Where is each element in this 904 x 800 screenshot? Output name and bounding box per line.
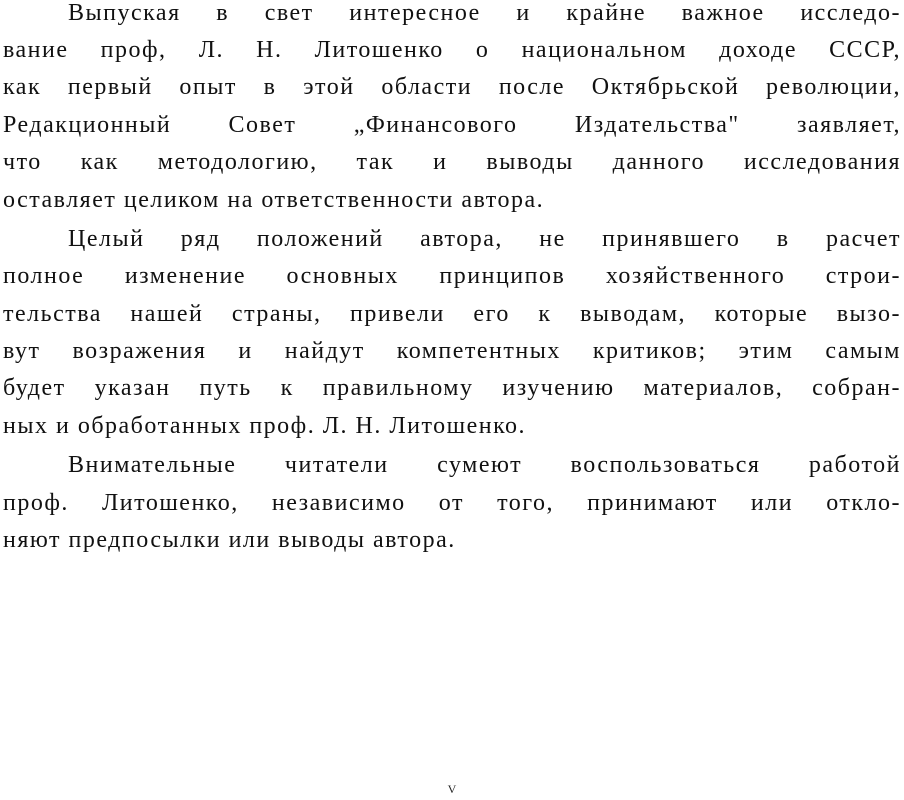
paragraph-1-line-3: как первый опыт в этой области после Октябрьской революции, bbox=[3, 74, 901, 100]
paragraph-3-line-1: Внимательные читатели сумеют воспользоваться работой bbox=[68, 452, 901, 478]
paragraph-2-line-3: тельства нашей страны, привели его к выводам, которые вызо- bbox=[3, 301, 901, 327]
paragraph-3-line-2: проф. Литошенко, независимо от того, принимают или откло- bbox=[3, 490, 901, 516]
paragraph-3-line-3: няют предпосылки или выводы автора. bbox=[3, 527, 456, 553]
page-number: V bbox=[447, 782, 457, 796]
paragraph-1-line-2: вание проф, Л. Н. Литошенко о национальном доходе СССР, bbox=[3, 37, 901, 63]
paragraph-1-line-5: что как методологию, так и выводы данного исследования bbox=[3, 149, 901, 175]
paragraph-2-line-4: вут возражения и найдут компетентных критиков; этим самым bbox=[3, 338, 901, 364]
paragraph-2-line-6: ных и обработанных проф. Л. Н. Литошенко. bbox=[3, 413, 527, 439]
paragraph-1-line-4: Редакционный Совет „Финансового Издательства" заявляет, bbox=[3, 112, 901, 138]
paragraph-2-line-2: полное изменение основных принципов хозяйственного строи- bbox=[3, 263, 901, 289]
paragraph-2-line-1: Целый ряд положений автора, не принявшего в расчет bbox=[68, 226, 901, 252]
paragraph-1-line-1: Выпуская в свет интересное и крайне важное исследо- bbox=[68, 0, 901, 26]
paragraph-1-line-6: оставляет целиком на ответственности автора. bbox=[3, 187, 545, 213]
paragraph-2-line-5: будет указан путь к правильному изучению материалов, собран- bbox=[3, 375, 901, 401]
